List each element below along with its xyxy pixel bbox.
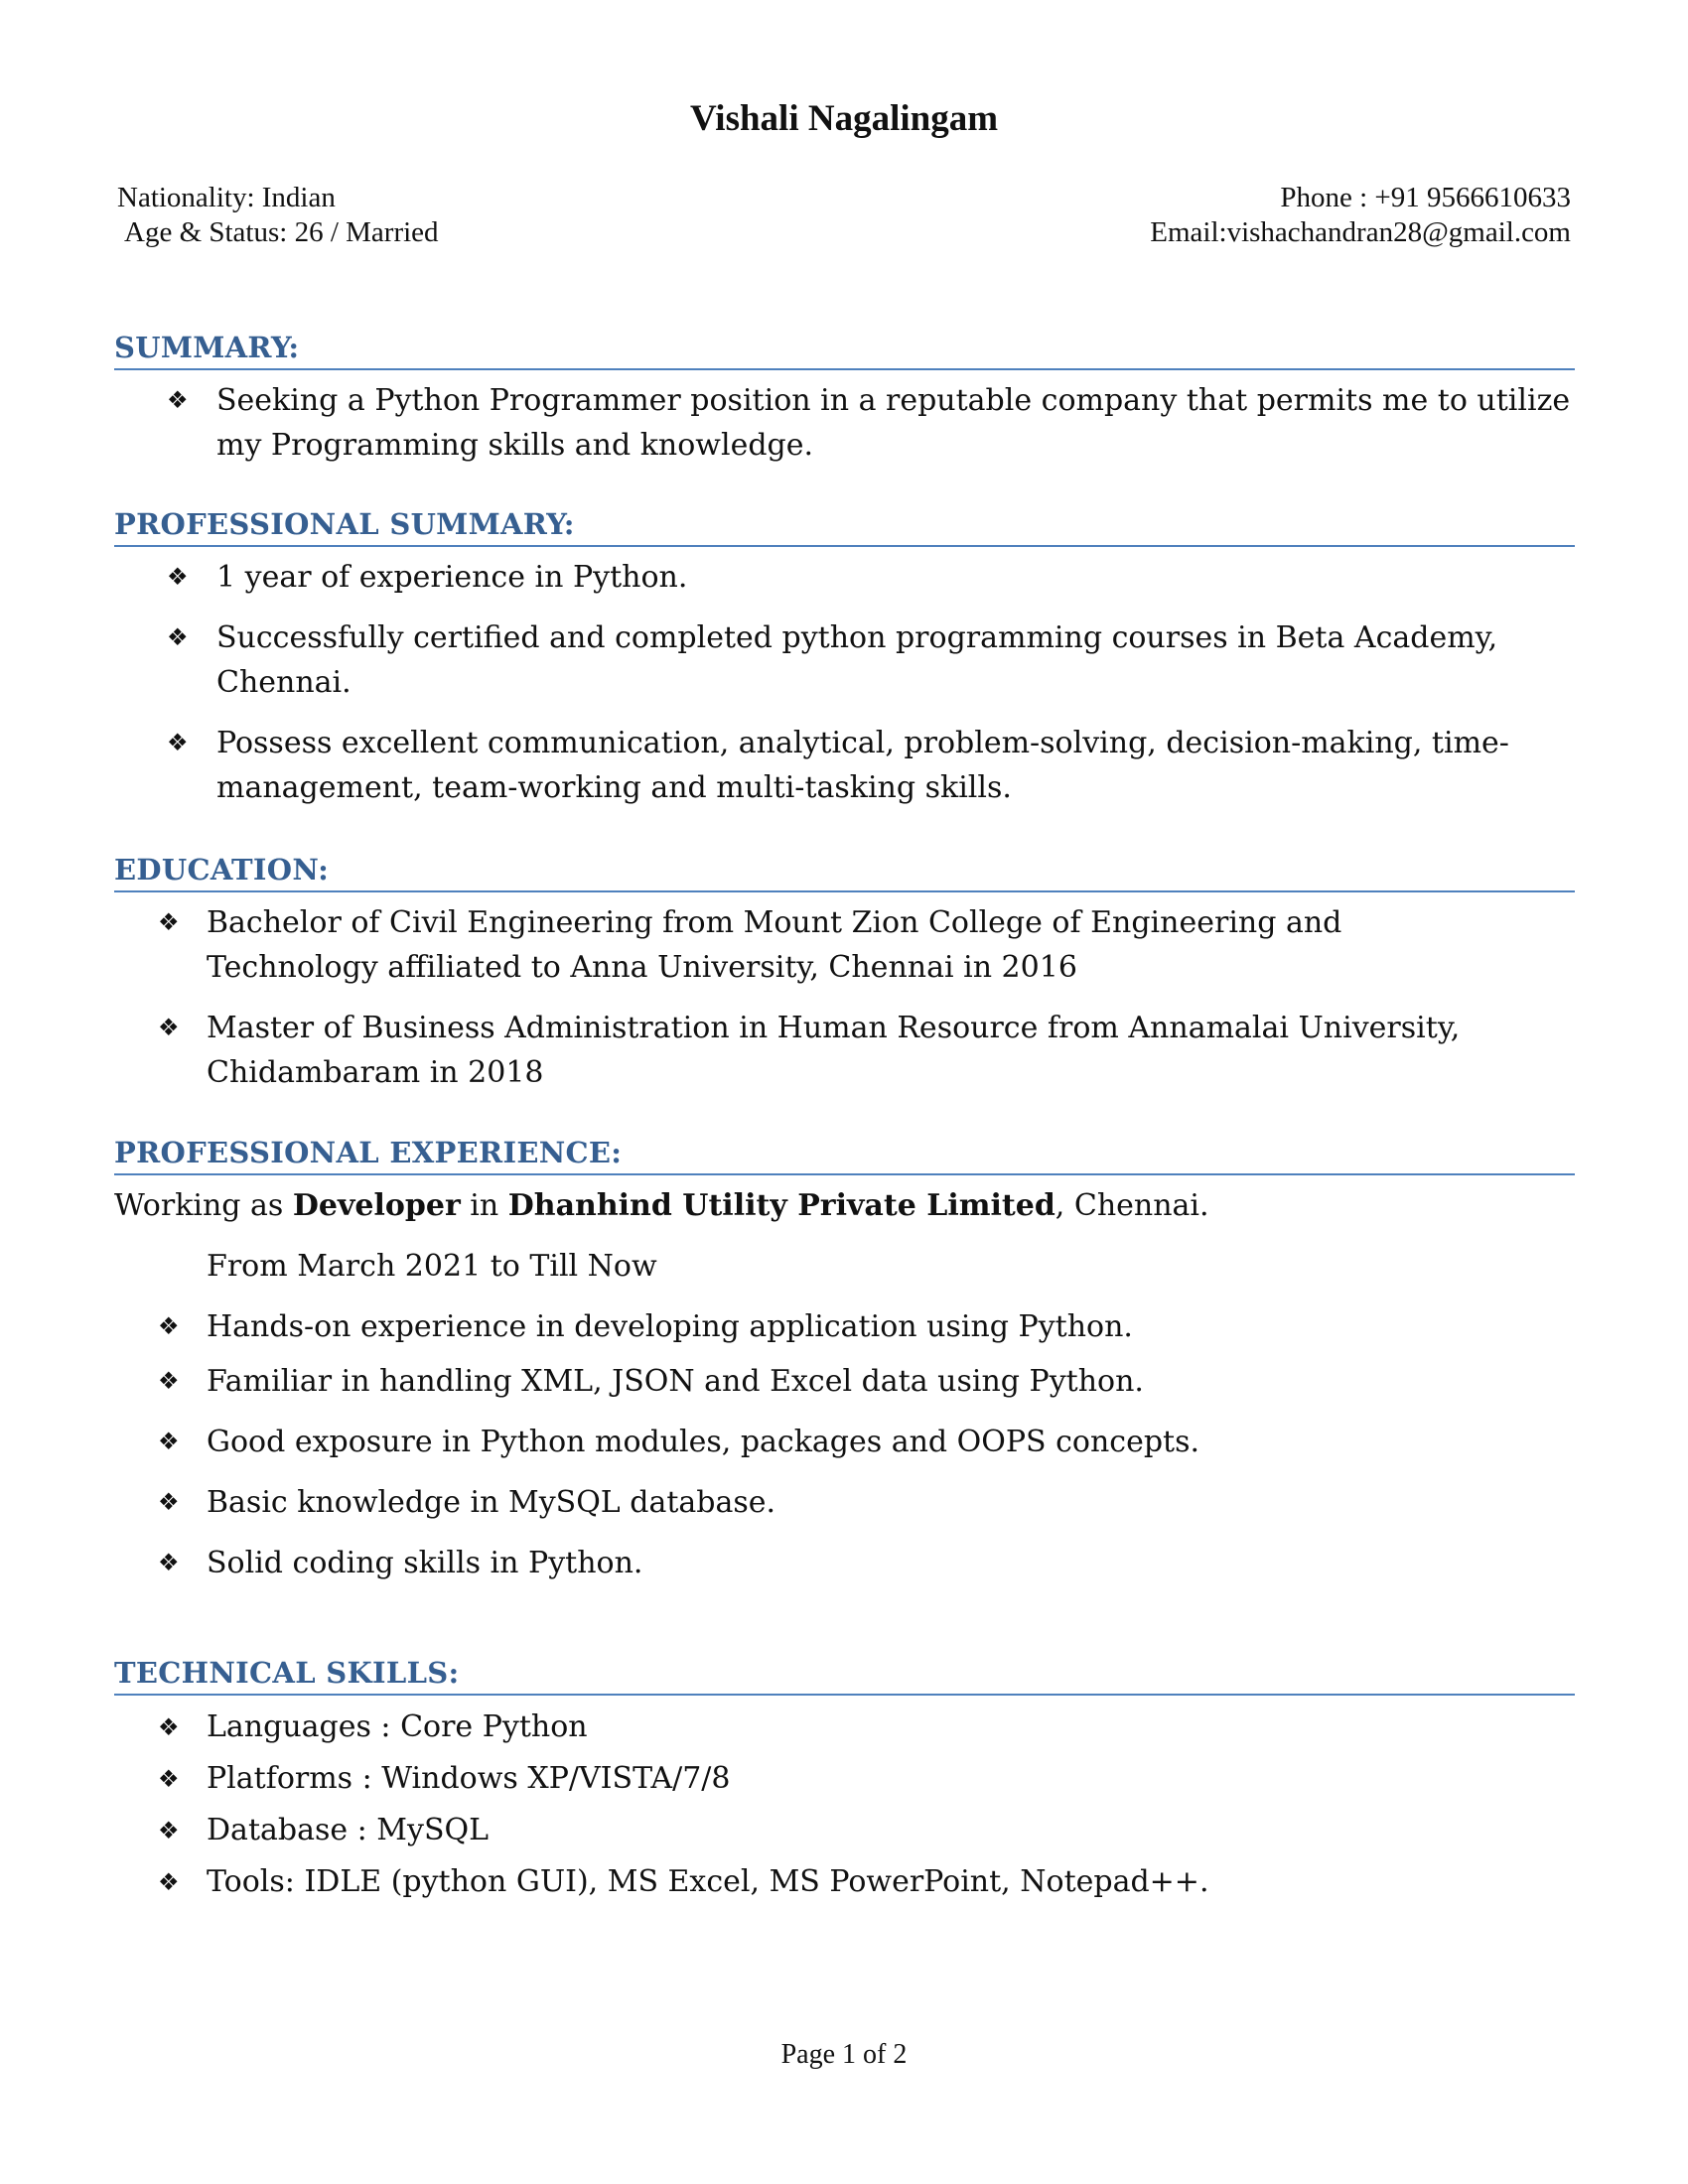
list-item-text: 1 year of experience in Python. (216, 560, 688, 595)
list-item (114, 555, 1575, 600)
list-item (114, 1856, 1575, 1908)
list-item-text: Seeking a Python Programmer position in a reputable company that permits me to utilize my Programming skills and knowledge. (216, 383, 1571, 463)
list-item (114, 721, 1575, 810)
list-item-text: Master of Business Administration in Human Resource from Annamalai University, Chidambaram in 2018 (207, 1011, 1461, 1090)
experience-section (114, 1136, 1575, 1585)
email: Email:vishachandran28@gmail.com (1150, 216, 1571, 248)
page-number: Page 1 of 2 (780, 2039, 908, 2070)
education-list (114, 900, 1575, 1095)
list-item (114, 1541, 1575, 1585)
list-item (114, 615, 1575, 705)
bullet-icon: ❖ (158, 1713, 180, 1741)
list-item-text: Bachelor of Civil Engineering from Mount Zion College of Engineering and Technology affiliated to Anna University, Chennai in 2016 (207, 905, 1342, 985)
list-item (114, 1006, 1575, 1095)
nationality: Nationality: Indian (117, 182, 336, 213)
list-item (114, 900, 1575, 990)
bullet-icon: ❖ (158, 1765, 180, 1793)
list-item-text: Tools: IDLE (python GUI), MS Excel, MS PowerPoint, Notepad++. (207, 1864, 1209, 1899)
bullet-icon: ❖ (158, 1014, 180, 1041)
bullet-icon: ❖ (167, 386, 189, 414)
list-item-text: Familiar in handling XML, JSON and Excel data using Python. (207, 1364, 1144, 1399)
experience-position (114, 1183, 1575, 1228)
list-item (114, 1420, 1575, 1464)
list-item-text: Solid coding skills in Python. (207, 1546, 643, 1580)
list-item-text: Successfully certified and completed python programming courses in Beta Academy, Chennai. (216, 620, 1498, 700)
list-item (114, 1304, 1575, 1349)
bullet-icon: ❖ (158, 1817, 180, 1844)
professional-summary-list (114, 555, 1575, 810)
summary-list (114, 378, 1575, 468)
list-item-text: Basic knowledge in MySQL database. (207, 1485, 776, 1520)
education-heading: EDUCATION: (114, 853, 1575, 892)
contact-block (117, 181, 1571, 260)
bullet-icon: ❖ (167, 563, 189, 591)
list-item (114, 1702, 1575, 1753)
bullet-icon: ❖ (158, 1488, 180, 1516)
candidate-name: Vishali Nagalingam (689, 98, 999, 139)
bullet-icon: ❖ (158, 1312, 180, 1340)
bullet-icon: ❖ (158, 1428, 180, 1455)
list-item-text: Possess excellent communication, analytical, problem-solving, decision-making, time-management, team-working and multi-tasking skills. (216, 726, 1509, 805)
bullet-icon: ❖ (167, 729, 189, 756)
list-item-text: Platforms : Windows XP/VISTA/7/8 (207, 1761, 731, 1796)
list-item-text: Languages : Core Python (207, 1709, 588, 1744)
skills-section (114, 1656, 1575, 1908)
company-name: Dhanhind Utility Private Limited (507, 1188, 1055, 1223)
personal-info (117, 181, 439, 250)
company-location: , Chennai. (1055, 1188, 1209, 1223)
list-item-text: Database : MySQL (207, 1813, 490, 1847)
bullet-icon: ❖ (158, 1868, 180, 1896)
list-item (114, 1480, 1575, 1525)
employment-period: From March 2021 to Till Now (207, 1249, 657, 1284)
age-status: Age & Status: 26 / Married (124, 216, 439, 248)
list-item (114, 1753, 1575, 1805)
list-item (114, 1805, 1575, 1856)
skills-heading: TECHNICAL SKILLS: (114, 1656, 1575, 1696)
experience-list (114, 1304, 1575, 1585)
summary-heading: SUMMARY: (114, 331, 1575, 370)
list-item (114, 378, 1575, 468)
experience-heading: PROFESSIONAL EXPERIENCE: (114, 1136, 1575, 1175)
list-item-text: Good exposure in Python modules, packages and OOPS concepts. (207, 1425, 1200, 1459)
professional-summary-heading: PROFESSIONAL SUMMARY: (114, 507, 1575, 547)
professional-summary-section (114, 507, 1575, 810)
summary-section (114, 331, 1575, 468)
bullet-icon: ❖ (158, 908, 180, 936)
bullet-icon: ❖ (158, 1367, 180, 1395)
list-item-text: Hands-on experience in developing application using Python. (207, 1309, 1133, 1344)
list-item (114, 1359, 1575, 1404)
job-role: Developer (292, 1188, 461, 1223)
contact-info (1150, 181, 1571, 250)
working-prefix: Working as (114, 1188, 293, 1223)
bullet-icon: ❖ (167, 623, 189, 651)
education-section (114, 853, 1575, 1095)
in-word: in (460, 1188, 508, 1223)
skills-list (114, 1702, 1575, 1908)
phone: Phone : +91 9566610633 (1280, 182, 1571, 213)
bullet-icon: ❖ (158, 1549, 180, 1576)
